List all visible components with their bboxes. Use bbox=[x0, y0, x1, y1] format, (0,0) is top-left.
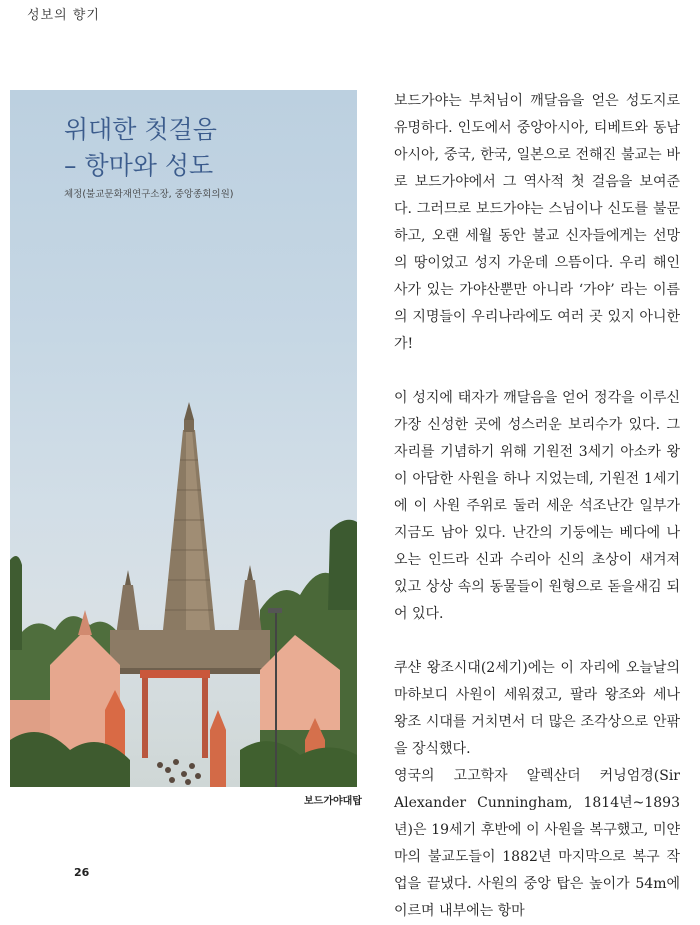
article-title-line1: 위대한 첫걸음 bbox=[64, 115, 217, 144]
photo-caption: 보드가야대탑 bbox=[304, 796, 362, 807]
article-author: 체정(불교문화재연구소장, 중앙종회의원) bbox=[64, 189, 234, 200]
article-title bbox=[64, 112, 344, 184]
article-title-line2: – 항마와 성도 bbox=[64, 151, 214, 180]
body-paragraph: 보드가야는 부처님이 깨달음을 얻은 성도지로 유명하다. 인도에서 중앙아시아, 티베트와 동남아시아, 중국, 한국, 일본으로 전해진 불교는 바로 보드가야에서 그 역사적 첫 걸음을 보여준다. 그러므로 보드가야는 스님이나 신도를 불문하고, 오랜 세월 동안 불교 신자들에게는 선망의 땅이었고 성지 가운데 으뜸이다. 우리 해인사가 있는 가야산뿐만 아니라 ‘가야’ 라는 이름의 지명들이 우리나라에도 여러 곳 있지 아니한가! bbox=[394, 93, 680, 352]
article-body bbox=[394, 88, 680, 925]
running-header: 성보의 향기 bbox=[27, 8, 100, 23]
page-number: 26 bbox=[74, 866, 90, 879]
body-paragraph: 이 성지에 태자가 깨달음을 얻어 정각을 이루신 가장 신성한 곳에 성스러운 보리수가 있다. 그 자리를 기념하기 위해 기원전 3세기 아소카 왕이 아담한 사원을 하나 지었는데, 기원전 1세기에 이 사원 주위로 둘러 세운 석조난간 일부가 지금도 남아 있다. 난간의 기둥에는 베다에 나오는 인드라 신과 수리아 신의 초상이 새겨져 있고 상상 속의 동물들이 원형으로 돋을새김 되어 있다. bbox=[394, 390, 680, 622]
body-paragraph: 영국의 고고학자 알렉산더 커닝엄경(Sir Alexander Cunningham, 1814년~1893년)은 19세기 후반에 이 사원을 복구했고, 미얀마의 불교도들이 1882년 마지막으로 복구 작업을 끝냈다. 사원의 중앙 탑은 높이가 54m에 이르며 내부에는 항마 bbox=[394, 768, 680, 919]
body-paragraph: 쿠샨 왕조시대(2세기)에는 이 자리에 오늘날의 마하보디 사원이 세워졌고, 팔라 왕조와 세나 왕조 시대를 거치면서 더 많은 조각상으로 안팎을 장식했다. bbox=[394, 660, 680, 757]
